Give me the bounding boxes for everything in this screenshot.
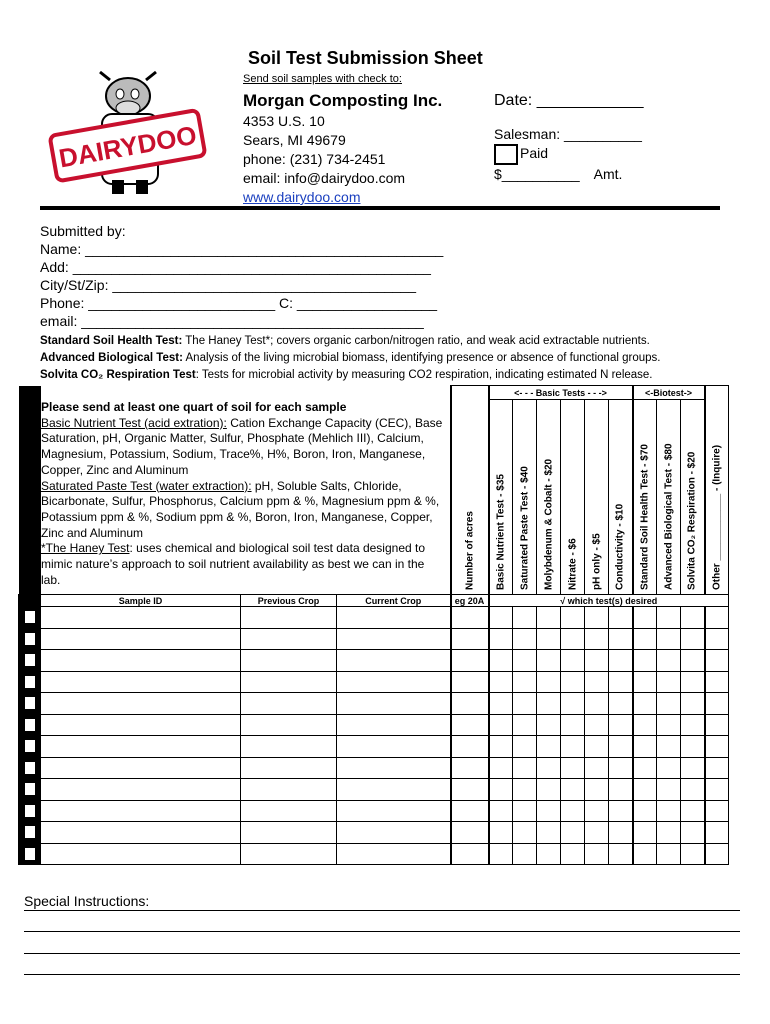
previous-crop-cell[interactable] <box>241 736 337 758</box>
test-checkbox[interactable] <box>537 628 561 650</box>
organic-label: √IF Organic <box>21 453 39 537</box>
salesman-field[interactable]: Salesman: __________ <box>494 126 642 142</box>
test-checkbox[interactable] <box>513 628 537 650</box>
previous-crop-cell[interactable] <box>241 779 337 801</box>
sample-id-header: Sample ID <box>41 595 241 607</box>
acres-cell[interactable] <box>451 714 489 736</box>
logo-text: DAIRYDOO <box>56 119 199 174</box>
website-link[interactable]: www.dairydoo.com <box>243 189 361 205</box>
previous-crop-cell[interactable] <box>241 800 337 822</box>
test-checkbox[interactable] <box>513 843 537 865</box>
test-checkbox[interactable] <box>657 822 681 844</box>
test-checkbox[interactable] <box>489 650 513 672</box>
test-checkbox[interactable] <box>633 650 657 672</box>
basic-tests-group: <- - - Basic Tests - - -> <box>489 386 633 400</box>
biotest-group: <-Biotest-> <box>633 386 705 400</box>
test-checkbox[interactable] <box>513 693 537 715</box>
acres-cell[interactable] <box>451 693 489 715</box>
test-col-0 <box>489 400 513 595</box>
column-header-label: Advanced Biological Test - $80 <box>663 443 674 590</box>
test-checkbox[interactable] <box>705 650 729 672</box>
test-checkbox[interactable] <box>633 628 657 650</box>
test-checkbox[interactable] <box>561 628 585 650</box>
test-checkbox[interactable] <box>513 736 537 758</box>
test-checkbox[interactable] <box>513 607 537 629</box>
column-header-label: Saturated Paste Test - $40 <box>519 466 530 590</box>
previous-crop-cell[interactable] <box>241 843 337 865</box>
test-checkbox[interactable] <box>537 693 561 715</box>
test-checkbox[interactable] <box>513 800 537 822</box>
company-address <box>243 90 442 207</box>
test-checkbox[interactable] <box>681 607 705 629</box>
test-checkbox[interactable] <box>657 714 681 736</box>
test-checkbox[interactable] <box>489 607 513 629</box>
test-checkbox[interactable] <box>609 671 633 693</box>
test-checkbox[interactable] <box>489 714 513 736</box>
test-checkbox[interactable] <box>705 671 729 693</box>
test-checkbox[interactable] <box>585 693 609 715</box>
test-col-2 <box>537 400 561 595</box>
test-checkbox[interactable] <box>681 800 705 822</box>
test-checkbox[interactable] <box>681 714 705 736</box>
organic-checkbox[interactable] <box>19 607 41 629</box>
test-checkbox[interactable] <box>585 843 609 865</box>
organic-checkbox[interactable] <box>19 800 41 822</box>
test-checkbox[interactable] <box>537 671 561 693</box>
test-descriptions <box>40 333 660 384</box>
previous-crop-cell[interactable] <box>241 650 337 672</box>
test-checkbox[interactable] <box>633 607 657 629</box>
organic-checkbox[interactable] <box>19 779 41 801</box>
sample-id-cell[interactable] <box>41 714 241 736</box>
test-checkbox[interactable] <box>513 822 537 844</box>
test-checkbox[interactable] <box>657 628 681 650</box>
acres-cell[interactable] <box>451 800 489 822</box>
table-row <box>19 628 729 650</box>
sample-id-cell[interactable] <box>41 779 241 801</box>
current-crop-cell[interactable] <box>337 693 451 715</box>
previous-crop-cell[interactable] <box>241 822 337 844</box>
test-checkbox[interactable] <box>513 671 537 693</box>
sample-id-cell[interactable] <box>41 800 241 822</box>
test-checkbox[interactable] <box>585 607 609 629</box>
test-checkbox[interactable] <box>705 800 729 822</box>
special-instructions-label: Special Instructions: <box>24 893 150 909</box>
acres-cell[interactable] <box>451 757 489 779</box>
acres-cell[interactable] <box>451 843 489 865</box>
test-checkbox[interactable] <box>537 736 561 758</box>
test-checkbox[interactable] <box>657 607 681 629</box>
test-checkbox[interactable] <box>681 822 705 844</box>
test-checkbox[interactable] <box>609 779 633 801</box>
test-checkbox[interactable] <box>561 779 585 801</box>
test-checkbox[interactable] <box>585 671 609 693</box>
previous-crop-cell[interactable] <box>241 671 337 693</box>
test-checkbox[interactable] <box>489 736 513 758</box>
test-checkbox[interactable] <box>489 671 513 693</box>
test-checkbox[interactable] <box>489 800 513 822</box>
test-checkbox[interactable] <box>561 650 585 672</box>
current-crop-cell[interactable] <box>337 757 451 779</box>
column-header-label: Other ____________ - (Inquire) <box>711 444 723 590</box>
test-checkbox[interactable] <box>561 736 585 758</box>
email-link[interactable]: email: info@dairydoo.com <box>243 170 406 186</box>
test-checkbox[interactable] <box>633 843 657 865</box>
test-col-6 <box>633 400 657 595</box>
test-checkbox[interactable] <box>681 671 705 693</box>
previous-crop-cell[interactable] <box>241 693 337 715</box>
acres-cell[interactable] <box>451 736 489 758</box>
test-checkbox[interactable] <box>585 714 609 736</box>
test-checkbox[interactable] <box>537 800 561 822</box>
address-field[interactable]: Add: ______________________________________________ <box>40 259 431 275</box>
current-crop-cell[interactable] <box>337 843 451 865</box>
current-crop-cell[interactable] <box>337 650 451 672</box>
column-header-label: Nitrate - $6 <box>567 538 578 590</box>
organic-checkbox[interactable] <box>19 757 41 779</box>
current-crop-cell[interactable] <box>337 779 451 801</box>
special-instructions-line[interactable] <box>24 910 740 911</box>
organic-checkbox[interactable] <box>19 628 41 650</box>
date-field[interactable]: Date: ____________ <box>494 92 644 109</box>
table-row <box>19 779 729 801</box>
office-use-block <box>494 90 643 184</box>
table-row <box>19 650 729 672</box>
test-checkbox[interactable] <box>657 671 681 693</box>
current-crop-cell[interactable] <box>337 714 451 736</box>
column-header-label: Conductivity - $10 <box>614 503 626 590</box>
test-checkbox[interactable] <box>681 693 705 715</box>
sample-id-cell[interactable] <box>41 693 241 715</box>
test-col-8 <box>681 400 705 595</box>
sample-id-cell[interactable] <box>41 671 241 693</box>
test-checkbox[interactable] <box>561 800 585 822</box>
test-checkbox[interactable] <box>657 779 681 801</box>
test-checkbox[interactable] <box>633 714 657 736</box>
column-header-label: Solvita CO₂ Respiration - $20 <box>686 451 698 590</box>
test-checkbox[interactable] <box>705 628 729 650</box>
organic-checkbox[interactable] <box>19 822 41 844</box>
test-checkbox[interactable] <box>585 800 609 822</box>
acres-cell[interactable] <box>451 628 489 650</box>
test-checkbox[interactable] <box>585 822 609 844</box>
test-checkbox[interactable] <box>561 757 585 779</box>
test-checkbox[interactable] <box>609 757 633 779</box>
special-instructions-line[interactable] <box>24 974 740 975</box>
test-checkbox[interactable] <box>537 607 561 629</box>
test-checkbox[interactable] <box>633 736 657 758</box>
sample-id-cell[interactable] <box>41 822 241 844</box>
previous-crop-cell[interactable] <box>241 757 337 779</box>
acres-header <box>451 386 489 595</box>
organic-checkbox[interactable] <box>19 843 41 865</box>
test-checkbox[interactable] <box>489 779 513 801</box>
dairydoo-logo <box>40 68 210 198</box>
name-field[interactable]: Name: ______________________________________________ <box>40 241 444 257</box>
table-row <box>19 736 729 758</box>
acres-cell[interactable] <box>451 650 489 672</box>
test-checkbox[interactable] <box>657 736 681 758</box>
table-row <box>19 843 729 865</box>
table-row <box>19 800 729 822</box>
test-checkbox[interactable] <box>681 757 705 779</box>
amount-label: Amt. <box>593 166 623 182</box>
column-header-label: Standard Soil Health Test - $70 <box>639 444 651 590</box>
test-checkbox[interactable] <box>561 843 585 865</box>
test-checkbox[interactable] <box>513 757 537 779</box>
test-checkbox[interactable] <box>585 757 609 779</box>
test-checkbox[interactable] <box>633 800 657 822</box>
test-checkbox[interactable] <box>633 693 657 715</box>
test-checkbox[interactable] <box>561 671 585 693</box>
test-checkbox[interactable] <box>585 650 609 672</box>
table-row <box>19 822 729 844</box>
sample-id-cell[interactable] <box>41 607 241 629</box>
test-checkbox[interactable] <box>681 779 705 801</box>
desc-solvita: Solvita CO₂ Respiration Test: Tests for microbial activity by measuring CO2 respiration, indicating estimated N release. <box>40 369 653 381</box>
test-col-3 <box>561 400 585 595</box>
test-checkbox[interactable] <box>537 822 561 844</box>
haney-test-info: *The Haney Test: uses chemical and biological soil test data designed to mimic nature’s approach to soil nutrient availability as best we can in the lab. <box>41 541 426 587</box>
current-crop-cell[interactable] <box>337 736 451 758</box>
current-crop-cell[interactable] <box>337 671 451 693</box>
submitted-by-section <box>40 222 443 330</box>
test-checkbox[interactable] <box>705 822 729 844</box>
test-checkbox[interactable] <box>561 607 585 629</box>
current-crop-cell[interactable] <box>337 822 451 844</box>
test-checkbox[interactable] <box>489 757 513 779</box>
company-name: Morgan Composting Inc. <box>243 91 443 110</box>
test-checkbox[interactable] <box>561 693 585 715</box>
table-row <box>19 607 729 629</box>
column-header-label: pH only - $5 <box>591 533 602 590</box>
sample-id-cell[interactable] <box>41 628 241 650</box>
table-row <box>19 757 729 779</box>
table-row <box>19 693 729 715</box>
test-checkbox[interactable] <box>513 779 537 801</box>
test-checkbox[interactable] <box>537 843 561 865</box>
test-checkbox[interactable] <box>633 822 657 844</box>
special-instructions-line[interactable] <box>24 931 740 932</box>
test-checkbox[interactable] <box>681 843 705 865</box>
test-checkbox[interactable] <box>537 779 561 801</box>
test-checkbox[interactable] <box>609 607 633 629</box>
test-checkbox[interactable] <box>705 693 729 715</box>
acres-cell[interactable] <box>451 671 489 693</box>
test-checkbox[interactable] <box>705 714 729 736</box>
column-header-label: Molybdenum & Cobalt - $20 <box>543 458 554 590</box>
test-checkbox[interactable] <box>489 693 513 715</box>
organic-checkbox[interactable] <box>19 671 41 693</box>
previous-crop-cell[interactable] <box>241 714 337 736</box>
paid-checkbox[interactable] <box>494 144 518 165</box>
test-checkbox[interactable] <box>657 757 681 779</box>
info-heading: Please send at least one quart of soil for each sample <box>41 400 347 414</box>
basic-test-info: Basic Nutrient Test (acid extration): Cation Exchange Capacity (CEC), Base Saturation, pH, Organic Matter, Sulfur, Phosphate (Mehlich III), Calcium, Magnesium, Potassium, Sodium, Trace%, H%, Boron, Iron, Manganese, Copper, Zinc and Aluminum <box>41 415 443 477</box>
test-checkbox[interactable] <box>537 650 561 672</box>
test-col-other <box>705 386 729 595</box>
test-checkbox[interactable] <box>705 843 729 865</box>
test-checkbox[interactable] <box>561 822 585 844</box>
test-checkbox[interactable] <box>681 628 705 650</box>
test-checkbox[interactable] <box>657 800 681 822</box>
city: Sears, MI 49679 <box>243 132 346 148</box>
test-col-1 <box>513 400 537 595</box>
test-checkbox[interactable] <box>609 628 633 650</box>
phone: phone: (231) 734-2451 <box>243 151 386 167</box>
acres-cell[interactable] <box>451 822 489 844</box>
test-checkbox[interactable] <box>633 757 657 779</box>
test-checkbox[interactable] <box>705 607 729 629</box>
test-checkbox[interactable] <box>657 650 681 672</box>
table-row <box>19 714 729 736</box>
test-checkbox[interactable] <box>633 779 657 801</box>
test-checkbox[interactable] <box>609 650 633 672</box>
column-header-label: Number of acres <box>464 511 475 590</box>
test-checkbox[interactable] <box>489 628 513 650</box>
current-crop-cell[interactable] <box>337 628 451 650</box>
test-checkbox[interactable] <box>705 779 729 801</box>
paid-label: Paid <box>520 145 549 162</box>
test-checkbox[interactable] <box>609 822 633 844</box>
sample-id-cell[interactable] <box>41 757 241 779</box>
test-checkbox[interactable] <box>657 693 681 715</box>
organic-checkbox[interactable] <box>19 650 41 672</box>
test-checkbox[interactable] <box>705 757 729 779</box>
street: 4353 U.S. 10 <box>243 113 325 129</box>
test-checkbox[interactable] <box>609 736 633 758</box>
submitted-heading: Submitted by: <box>40 223 126 239</box>
city-state-zip-field[interactable]: City/St/Zip: _______________________________________ <box>40 277 417 293</box>
previous-crop-cell[interactable] <box>241 628 337 650</box>
test-checkbox[interactable] <box>681 736 705 758</box>
test-checkbox[interactable] <box>561 714 585 736</box>
paste-test-info: Saturated Paste Test (water extraction): pH, Soluble Salts, Chloride, Bicarbonate, Sulfur, Phosphorus, Calcium ppm & %, Magnesium ppm & %, Potassium ppm & %, Sodium ppm & %, Boron, Iron, Manganese, Copper, Zinc and Aluminum <box>41 478 440 540</box>
acres-example: eg 20A <box>451 595 489 607</box>
test-checkbox[interactable] <box>657 843 681 865</box>
test-checkbox[interactable] <box>513 714 537 736</box>
amount-field[interactable]: $__________ <box>494 166 580 182</box>
previous-crop-cell[interactable] <box>241 607 337 629</box>
test-checkbox[interactable] <box>585 779 609 801</box>
test-col-4 <box>585 400 609 595</box>
test-checkbox[interactable] <box>537 757 561 779</box>
test-checkbox[interactable] <box>705 736 729 758</box>
organic-checkbox[interactable] <box>19 693 41 715</box>
header-divider <box>40 206 720 210</box>
special-instructions-line[interactable] <box>24 953 740 954</box>
acres-cell[interactable] <box>451 607 489 629</box>
acres-cell[interactable] <box>451 779 489 801</box>
test-checkbox[interactable] <box>489 822 513 844</box>
test-checkbox[interactable] <box>489 843 513 865</box>
phone-field[interactable]: Phone: ________________________ C: __________________ <box>40 295 438 311</box>
test-col-7 <box>657 400 681 595</box>
table-row <box>19 671 729 693</box>
soil-info-text <box>41 400 446 588</box>
test-checkbox[interactable] <box>537 714 561 736</box>
current-crop-cell[interactable] <box>337 607 451 629</box>
test-checkbox[interactable] <box>585 736 609 758</box>
sample-id-cell[interactable] <box>41 736 241 758</box>
current-crop-cell[interactable] <box>337 800 451 822</box>
desc-advanced: Advanced Biological Test: Analysis of the living microbial biomass, identifying presence or absence of functional groups. <box>40 352 661 364</box>
previous-crop-header: Previous Crop <box>241 595 337 607</box>
sample-id-cell[interactable] <box>41 843 241 865</box>
test-col-5 <box>609 400 633 595</box>
organic-checkbox[interactable] <box>19 714 41 736</box>
organic-checkbox[interactable] <box>19 736 41 758</box>
send-instructions: Send soil samples with check to: <box>243 73 402 85</box>
which-tests-note: √ which test(s) desired <box>489 595 729 607</box>
test-checkbox[interactable] <box>609 843 633 865</box>
email-field[interactable]: email: ____________________________________________ <box>40 313 424 329</box>
test-checkbox[interactable] <box>513 650 537 672</box>
form-title: Soil Test Submission Sheet <box>248 48 483 68</box>
column-header-label: Basic Nutrient Test - $35 <box>495 474 507 590</box>
current-crop-header: Current Crop <box>337 595 451 607</box>
test-checkbox[interactable] <box>609 693 633 715</box>
test-checkbox[interactable] <box>609 714 633 736</box>
test-checkbox[interactable] <box>681 650 705 672</box>
test-checkbox[interactable] <box>585 628 609 650</box>
test-checkbox[interactable] <box>633 671 657 693</box>
sample-id-cell[interactable] <box>41 650 241 672</box>
test-checkbox[interactable] <box>609 800 633 822</box>
desc-standard: Standard Soil Health Test: The Haney Test*; covers organic carbon/nitrogen ratio, and weak acid extractable nutrients. <box>40 335 650 347</box>
